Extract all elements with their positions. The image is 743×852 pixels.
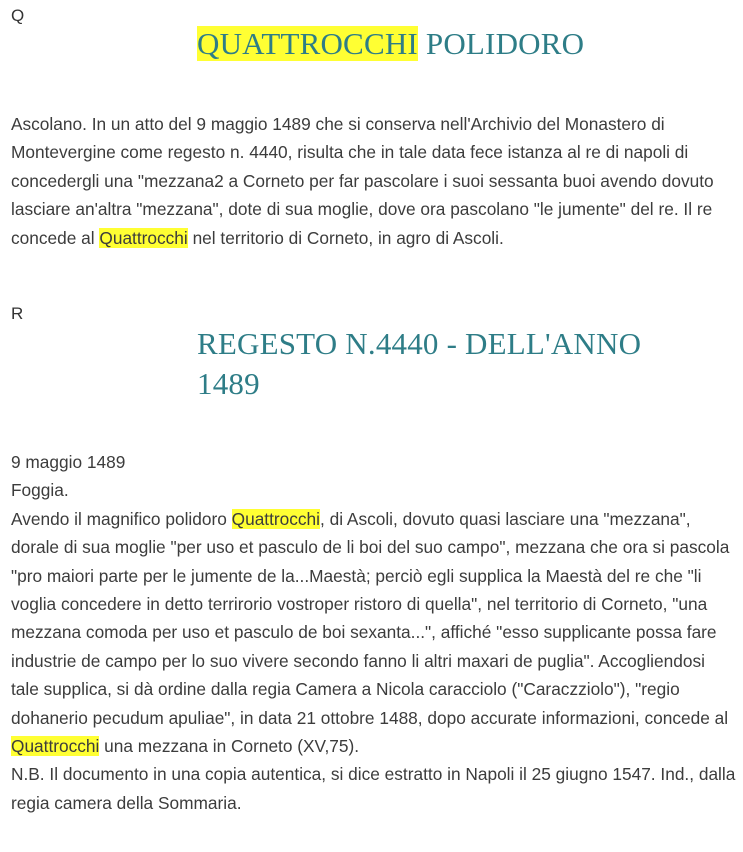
body-text-after: una mezzana in Corneto (XV,75). [99, 736, 360, 757]
date-line: 9 maggio 1489 [11, 452, 126, 472]
body-text-middle: , di Ascoli, dovuto quasi lasciare una "mezzana", dorale di sua moglie "per uso et pasculo de li boi del suo campo", mezzana che ora si pascola "pro maiori parte per le jumente de la...Maestà; perciò egli supplica la Maestà del re che "li voglia concedere in detto terrirorio vostroper ristoro di quella", nel territorio di Corneto, "una mezzana comoda per uso et pasculo de boi sexanta...", affiché "esso supplicante possa fare industrie de campo per lo suo vivere secondo fanno li altri maxari de puglia". Accogliendosi tale supplica, si dà ordine dalla regia Camera a Nicola caracciolo ("Caraczziolo"), "regio dohanerio pecudum apuliae", in data 21 ottobre 1488, dopo accurate informazioni, concede al [11, 508, 730, 728]
description-highlight: Quattrocchi [99, 227, 188, 248]
entry-title-regesto [197, 324, 641, 404]
place-line: Foggia. [11, 480, 69, 501]
section-letter-q: Q [11, 6, 25, 25]
body-highlight-2: Quattrocchi [11, 736, 100, 757]
note-line: N.B. Il documento in una copia autentica, si dice estratto in Napoli il 25 giugno 1547. Ind., dalla regia camera della Sommaria. [11, 764, 736, 813]
entry-title-quattrocchi-polidoro [197, 24, 584, 64]
entry-description [11, 110, 737, 252]
title-line-1: REGESTO N.4440 - DELL'ANNO [197, 326, 642, 361]
description-text-after: nel territorio di Corneto, in agro di Ascoli. [187, 227, 504, 248]
title-rest: POLIDORO [417, 26, 585, 61]
body-highlight-1: Quattrocchi [231, 508, 321, 529]
body-text-before: Avendo il magnifico polidoro [11, 508, 232, 529]
title-line-2: 1489 [197, 366, 260, 401]
title-highlight: QUATTROCCHI [197, 26, 418, 61]
section-letter-r: R [11, 304, 24, 323]
regesto-body [11, 448, 737, 817]
description-text-before: Ascolano. In un atto del 9 maggio 1489 che si conserva nell'Archivio del Monastero di Montevergine come regesto n. 4440, risulta che in tale data fece istanza al re di napoli di concedergli una "mezzana2 a Corneto per far pascolare i suoi sessanta buoi avendo dovuto lasciare an'altra "mezzana", dote di sua moglie, dove ora pascolano "le jumente" del re. Il re concede al [11, 114, 714, 248]
